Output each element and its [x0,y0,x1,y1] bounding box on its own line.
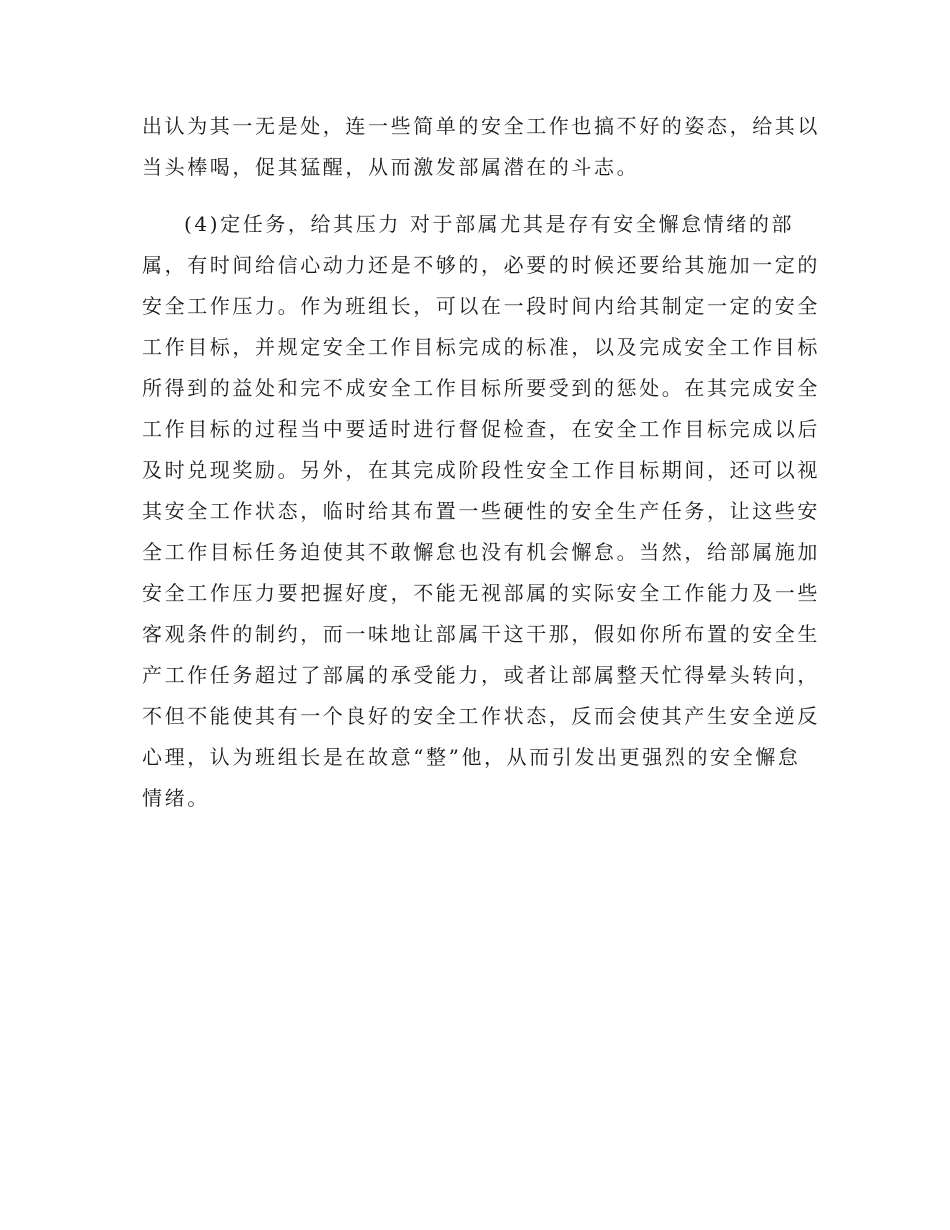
paragraph-2 [142,204,820,819]
text-line: 安全工作压力要把握好度，不能无视部属的实际安全工作能力及一些 [142,581,820,605]
text-line: 属，有时间给信心动力还是不够的，必要的时候还要给其施加一定的 [142,253,820,277]
paragraph-1 [142,106,820,188]
text-line: 客观条件的制约，而一味地让部属干这干那，假如你所布置的安全生 [142,622,820,646]
text-line: 产工作任务超过了部属的承受能力，或者让部属整天忙得晕头转向， [142,663,820,687]
text-line: 当头棒喝，促其猛醒，从而激发部属潜在的斗志。 [142,155,640,179]
text-line: 心理，认为班组长是在故意“整”他，从而引发出更强烈的安全懈怠 [142,745,801,769]
text-line: 所得到的益处和完不成安全工作目标所要受到的惩处。在其完成安全 [142,376,820,400]
document-body [142,106,820,819]
text-line-first-indented: (4)定任务，给其压力 对于部属尤其是存有安全懈怠情绪的部 [184,212,795,236]
text-line: 不但不能使其有一个良好的安全工作状态，反而会使其产生安全逆反 [142,704,820,728]
text-line: 情绪。 [142,786,210,810]
text-line: 出认为其一无是处，连一些简单的安全工作也搞不好的姿态，给其以 [142,114,820,138]
text-line: 全工作目标任务迫使其不敢懈怠也没有机会懈怠。当然，给部属施加 [142,540,820,564]
text-line: 安全工作压力。作为班组长，可以在一段时间内给其制定一定的安全 [142,294,820,318]
paragraph-spacer [142,188,812,204]
text-line: 工作目标的过程当中要适时进行督促检查，在安全工作目标完成以后 [142,417,820,441]
text-line: 工作目标，并规定安全工作目标完成的标准，以及完成安全工作目标 [142,335,820,359]
text-line: 及时兑现奖励。另外，在其完成阶段性安全工作目标期间，还可以视 [142,458,820,482]
text-line: 其安全工作状态，临时给其布置一些硬性的安全生产任务，让这些安 [142,499,820,523]
